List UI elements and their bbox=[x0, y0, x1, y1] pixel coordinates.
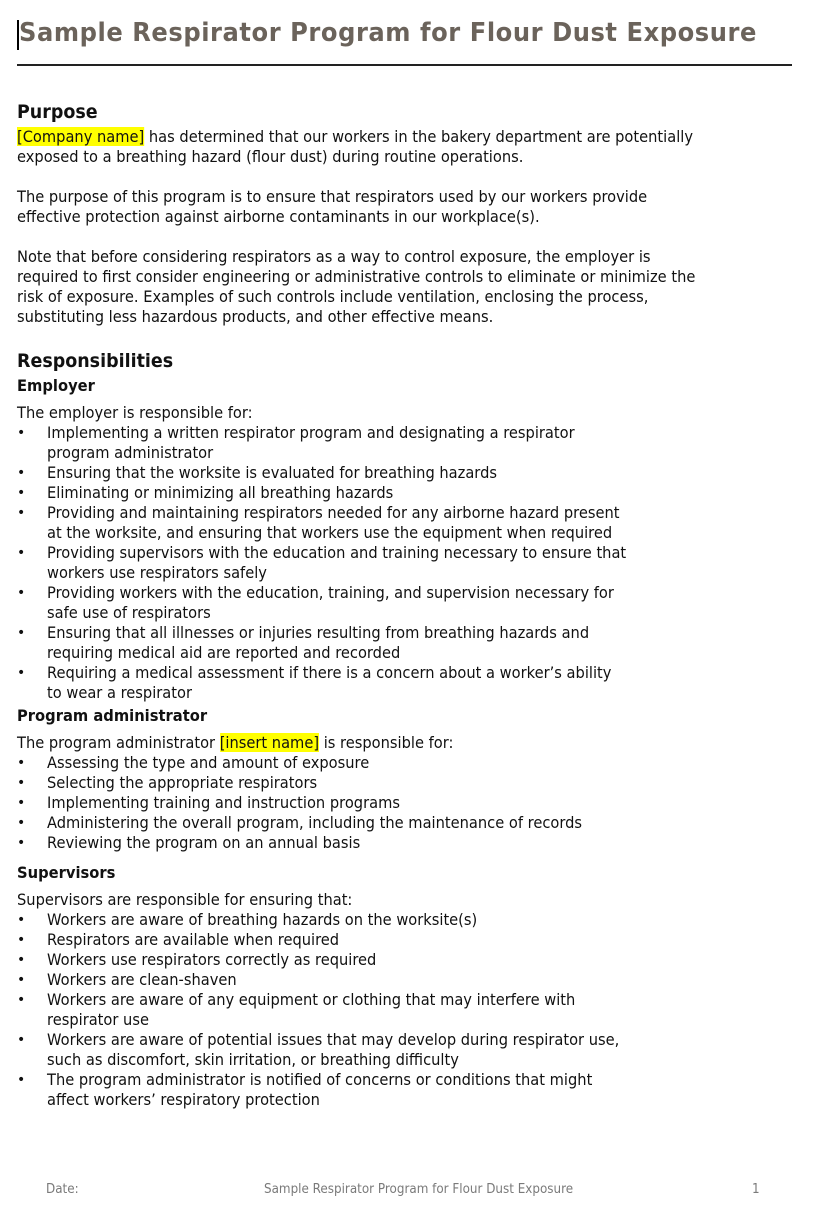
list-item-text: to wear a respirator bbox=[47, 683, 192, 702]
supervisors-heading: Supervisors bbox=[17, 863, 116, 882]
list-item-text: Providing supervisors with the education and training necessary to ensure that bbox=[47, 543, 627, 562]
list-item bbox=[17, 833, 797, 853]
purpose-paragraph-1: [Company name] has determined that our workers in the bakery department are potentially exposed to a breathing hazard (flour dust) during routine operations. bbox=[17, 127, 693, 166]
list-item-text: Implementing training and instruction programs bbox=[47, 793, 400, 812]
bullet-icon: • bbox=[17, 952, 26, 968]
list-item-text: program administrator bbox=[47, 443, 214, 462]
list-item-text: safe use of respirators bbox=[47, 603, 211, 622]
list-item-text: requiring medical aid are reported and recorded bbox=[47, 643, 401, 662]
list-item-text: Workers are aware of potential issues that may develop during respirator use, bbox=[47, 1030, 620, 1049]
list-item-text: workers use respirators safely bbox=[47, 563, 267, 582]
bullet-icon: • bbox=[17, 932, 26, 948]
title-block bbox=[17, 18, 792, 66]
employer-heading: Employer bbox=[17, 376, 95, 395]
bullet-icon: • bbox=[17, 992, 26, 1008]
program-administrator-list bbox=[17, 753, 797, 853]
employer-list bbox=[17, 423, 797, 703]
list-item bbox=[17, 753, 797, 773]
list-item bbox=[17, 503, 797, 543]
bullet-icon: • bbox=[17, 465, 26, 481]
list-item bbox=[17, 930, 797, 950]
list-item-text: Selecting the appropriate respirators bbox=[47, 773, 318, 792]
bullet-icon: • bbox=[17, 1032, 26, 1048]
list-item-text: Assessing the type and amount of exposure bbox=[47, 753, 370, 772]
list-item bbox=[17, 773, 797, 793]
page-footer bbox=[0, 1182, 816, 1202]
bullet-icon: • bbox=[17, 835, 26, 851]
document-body bbox=[17, 100, 797, 1110]
footer-date-label: Date: bbox=[46, 1182, 79, 1197]
document-title[interactable]: Sample Respirator Program for Flour Dust Exposure bbox=[19, 18, 757, 48]
list-item-text: Workers use respirators correctly as required bbox=[47, 950, 377, 969]
list-item-text: Eliminating or minimizing all breathing hazards bbox=[47, 483, 394, 502]
list-item-text: Implementing a written respirator program and designating a respirator bbox=[47, 423, 575, 442]
supervisors-intro: Supervisors are responsible for ensuring that: bbox=[17, 890, 353, 909]
purpose-paragraph-2: The purpose of this program is to ensure that respirators used by our workers provide effective protection against airborne contaminants in our workplace(s). bbox=[17, 187, 648, 226]
bullet-icon: • bbox=[17, 912, 26, 928]
list-item bbox=[17, 970, 797, 990]
list-item bbox=[17, 423, 797, 463]
list-item bbox=[17, 663, 797, 703]
responsibilities-heading: Responsibilities bbox=[17, 350, 174, 372]
bullet-icon: • bbox=[17, 665, 26, 681]
program-administrator-heading: Program administrator bbox=[17, 706, 208, 725]
list-item-text: Workers are aware of any equipment or clothing that may interfere with bbox=[47, 990, 576, 1009]
list-item bbox=[17, 910, 797, 930]
program-administrator-intro: The program administrator [insert name] is responsible for: bbox=[17, 733, 454, 752]
bullet-icon: • bbox=[17, 775, 26, 791]
bullet-icon: • bbox=[17, 545, 26, 561]
list-item bbox=[17, 793, 797, 813]
list-item bbox=[17, 463, 797, 483]
purpose-paragraph-3: Note that before considering respirators as a way to control exposure, the employer is required to first consider engineering or administrative controls to eliminate or minimize the risk of exposure. Examples of such controls include ventilation, enclosing the process, substituting less hazardous products, and other effective means. bbox=[17, 247, 696, 326]
employer-intro: The employer is responsible for: bbox=[17, 403, 253, 422]
bullet-icon: • bbox=[17, 972, 26, 988]
bullet-icon: • bbox=[17, 795, 26, 811]
list-item-text: respirator use bbox=[47, 1010, 149, 1029]
bullet-icon: • bbox=[17, 505, 26, 521]
list-item bbox=[17, 950, 797, 970]
list-item bbox=[17, 623, 797, 663]
page-number: 1 bbox=[752, 1182, 760, 1197]
list-item-text: affect workers’ respiratory protection bbox=[47, 1090, 320, 1109]
bullet-icon: • bbox=[17, 815, 26, 831]
purpose-heading: Purpose bbox=[17, 101, 98, 123]
bullet-icon: • bbox=[17, 485, 26, 501]
list-item bbox=[17, 990, 797, 1030]
list-item-text: Administering the overall program, including the maintenance of records bbox=[47, 813, 583, 832]
list-item-text: The program administrator is notified of concerns or conditions that might bbox=[47, 1070, 593, 1089]
list-item bbox=[17, 543, 797, 583]
supervisors-list bbox=[17, 910, 797, 1110]
list-item bbox=[17, 1070, 797, 1110]
bullet-icon: • bbox=[17, 425, 26, 441]
list-item-text: Reviewing the program on an annual basis bbox=[47, 833, 361, 852]
list-item-text: Workers are aware of breathing hazards on the worksite(s) bbox=[47, 910, 478, 929]
bullet-icon: • bbox=[17, 755, 26, 771]
list-item-text: Workers are clean-shaven bbox=[47, 970, 237, 989]
list-item-text: at the worksite, and ensuring that workers use the equipment when required bbox=[47, 523, 613, 542]
list-item-text: such as discomfort, skin irritation, or breathing difficulty bbox=[47, 1050, 459, 1069]
list-item bbox=[17, 483, 797, 503]
insert-name-placeholder[interactable]: [insert name] bbox=[219, 733, 320, 752]
bullet-icon: • bbox=[17, 585, 26, 601]
footer-title: Sample Respirator Program for Flour Dust Exposure bbox=[264, 1182, 574, 1197]
list-item bbox=[17, 813, 797, 833]
list-item-text: Providing workers with the education, training, and supervision necessary for bbox=[47, 583, 614, 602]
bullet-icon: • bbox=[17, 625, 26, 641]
list-item-text: Requiring a medical assessment if there is a concern about a worker’s ability bbox=[47, 663, 612, 682]
company-name-placeholder[interactable]: [Company name] bbox=[17, 127, 145, 146]
bullet-icon: • bbox=[17, 1072, 26, 1088]
list-item-text: Respirators are available when required bbox=[47, 930, 340, 949]
list-item-text: Providing and maintaining respirators needed for any airborne hazard present bbox=[47, 503, 620, 522]
list-item-text: Ensuring that the worksite is evaluated for breathing hazards bbox=[47, 463, 497, 482]
list-item bbox=[17, 583, 797, 623]
list-item bbox=[17, 1030, 797, 1070]
list-item-text: Ensuring that all illnesses or injuries resulting from breathing hazards and bbox=[47, 623, 590, 642]
